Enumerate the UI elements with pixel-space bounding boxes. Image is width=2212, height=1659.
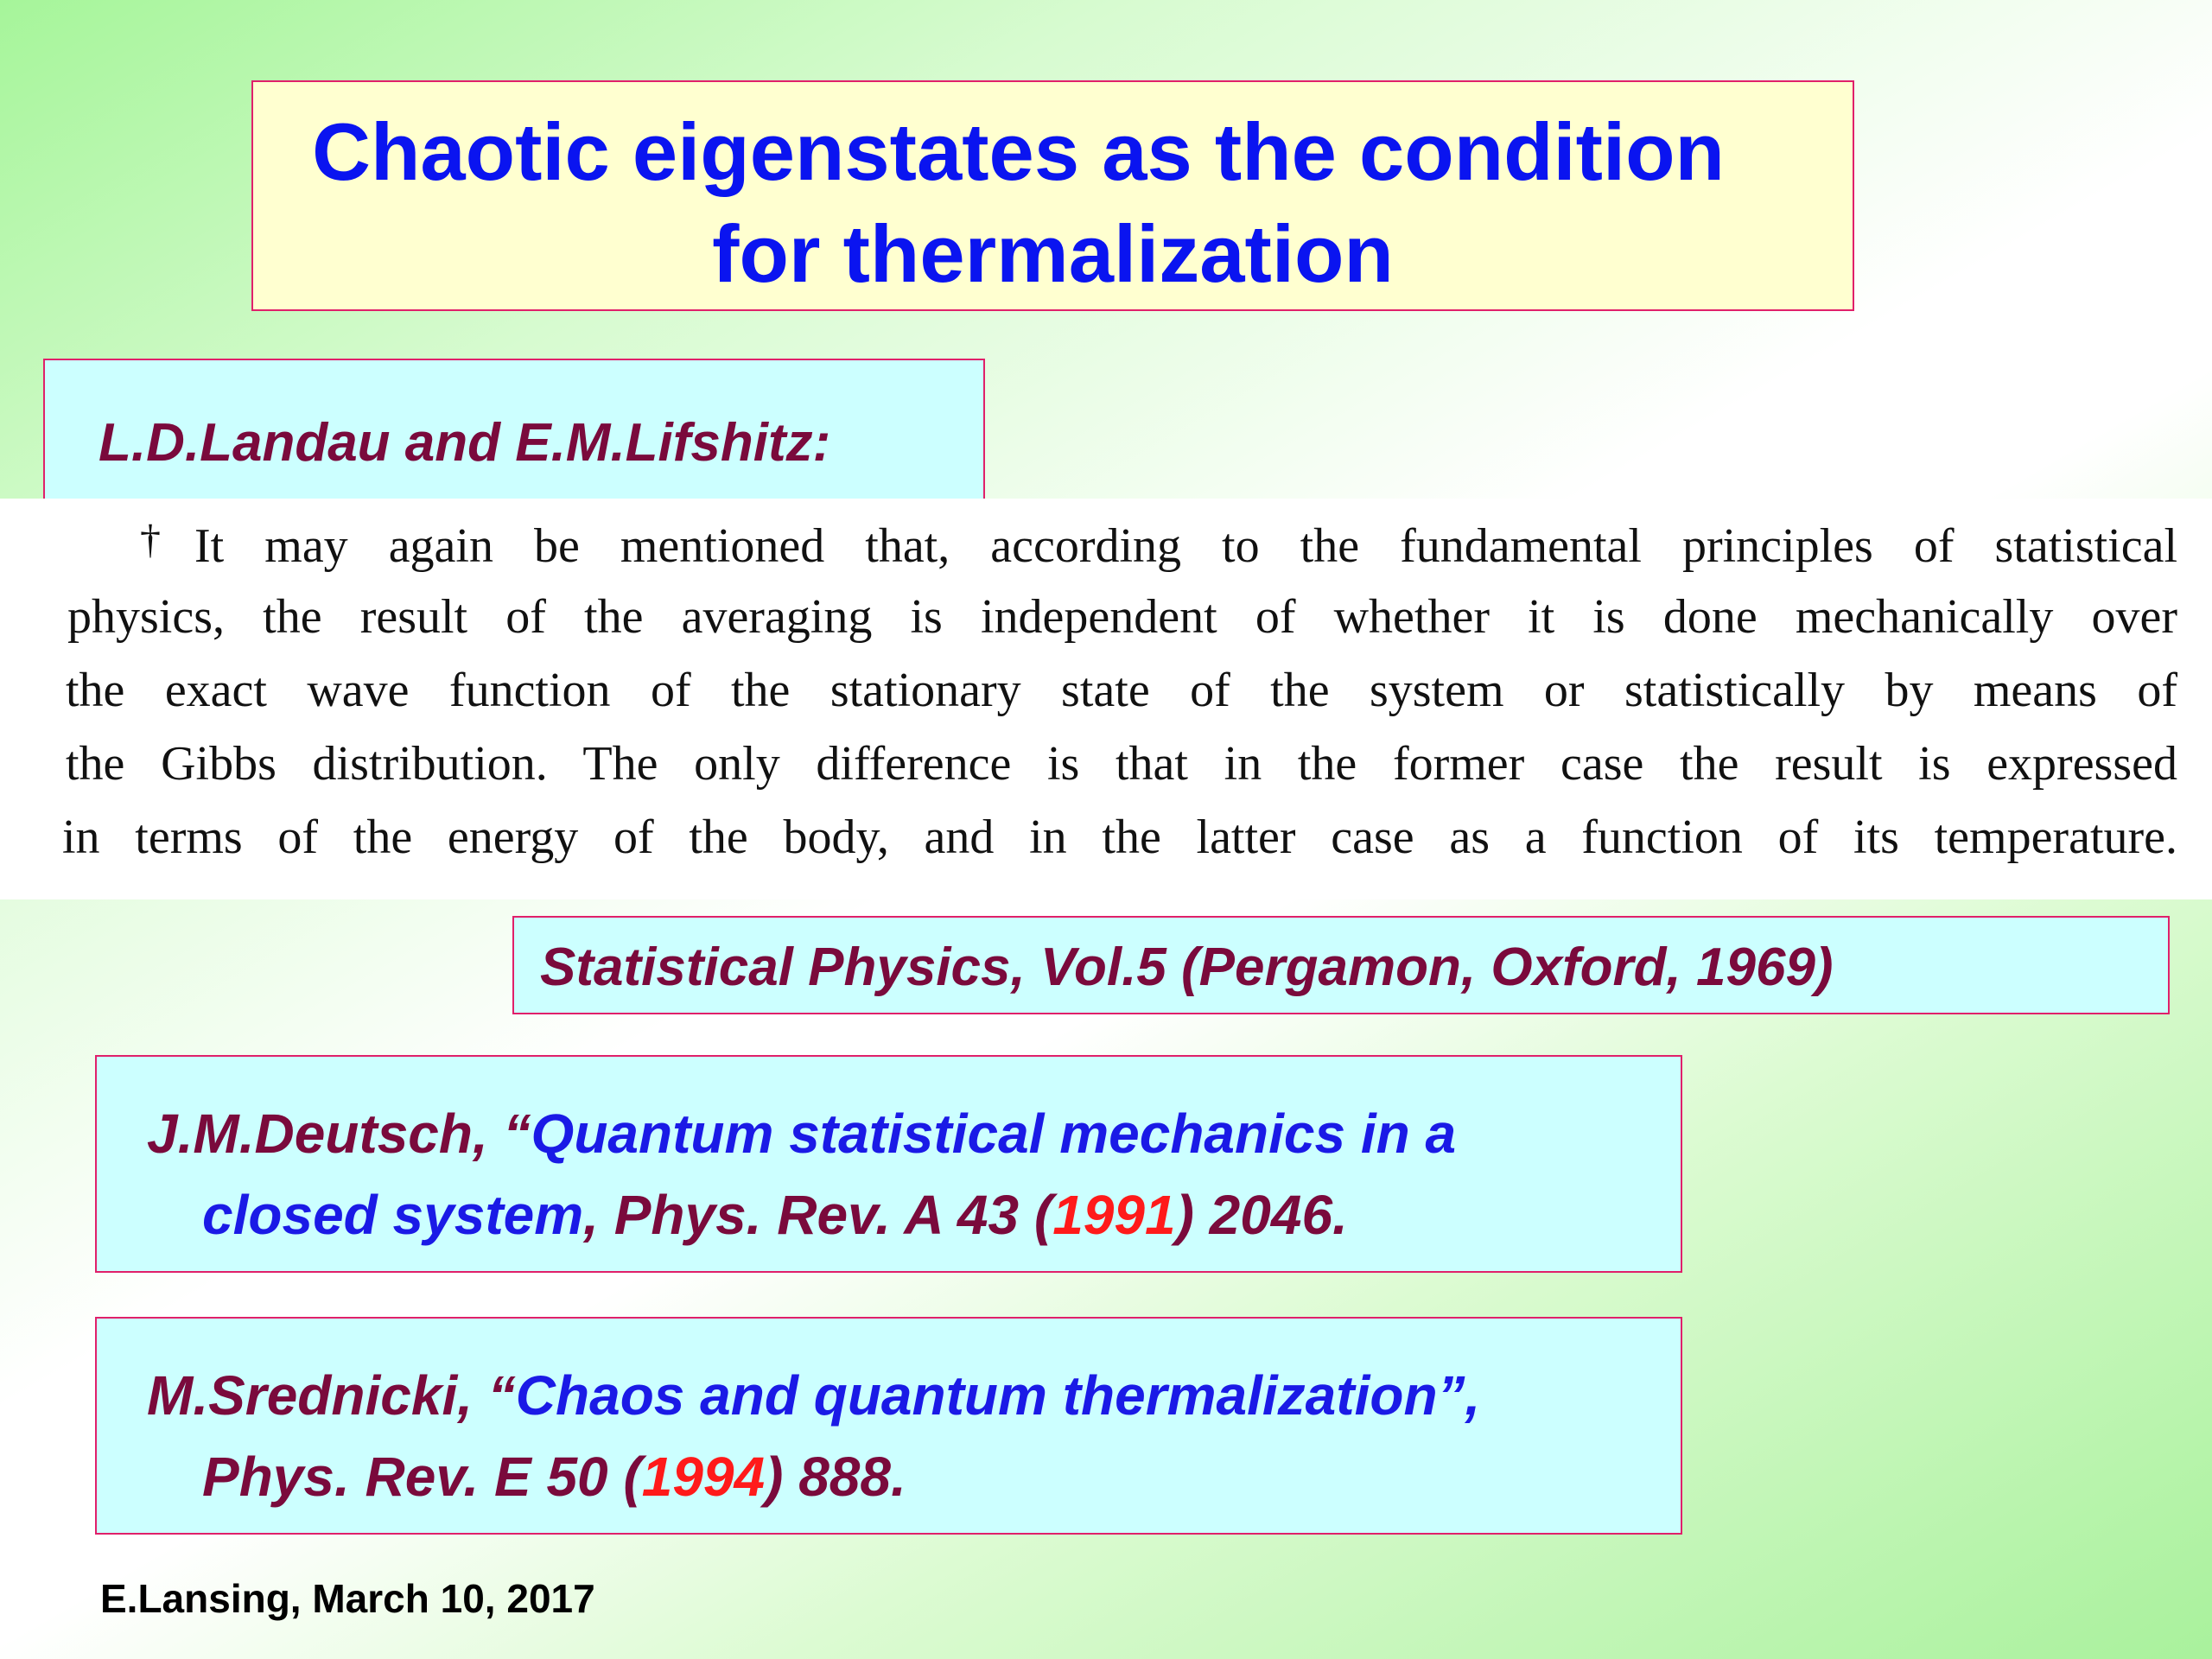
quote-line: physics, the result of the averaging is independent of whether it is done mechanically over [67,590,2177,644]
quote-line: in terms of the energy of the body, and in the latter case as a function of its temperature. [62,810,2177,864]
source-citation-box [512,916,2170,1014]
ref-pages: ) 2046. [1175,1184,1348,1246]
authors-label: L.D.Landau and E.M.Lifshitz: [99,413,831,473]
reference-deutsch [95,1055,1682,1273]
ref-author: M.Srednicki, “ [147,1364,516,1427]
ref-year: 1994 [641,1446,766,1508]
authors-label-box [43,359,985,500]
ref-author: J.M.Deutsch, “ [147,1103,531,1165]
quote-line: the exact wave function of the stationary state of the system or statistically by means of [66,664,2177,717]
dagger-mark: † [140,517,190,563]
ref-year: 1991 [1052,1184,1176,1246]
slide-title-line-1: Chaotic eigenstates as the condition [312,106,1725,197]
slide-title-box [251,80,1854,311]
ref-pages: ) 888. [765,1446,906,1508]
footer-location-date: E.Lansing, March 10, 2017 [100,1576,595,1621]
ref-title-cont: closed system [202,1184,584,1246]
slide-title-line-2: for thermalization [712,208,1394,299]
ref-journal: , Phys. Rev. A 43 ( [583,1184,1053,1246]
quote-line: the Gibbs distribution. The only difference is that in the former case the result is expressed [66,737,2177,791]
ref-title: Quantum statistical mechanics in a [531,1103,1457,1165]
source-citation: Statistical Physics, Vol.5 (Pergamon, Oxford, 1969) [540,938,1834,997]
ref-journal: Phys. Rev. E 50 ( [202,1446,642,1508]
ref-title: Chaos and quantum thermalization”, [515,1364,1481,1427]
reference-srednicki [95,1317,1682,1535]
quote-excerpt [0,499,2212,899]
quote-line: † It may again be mentioned that, according to the fundamental principles of statistical [140,517,2177,573]
